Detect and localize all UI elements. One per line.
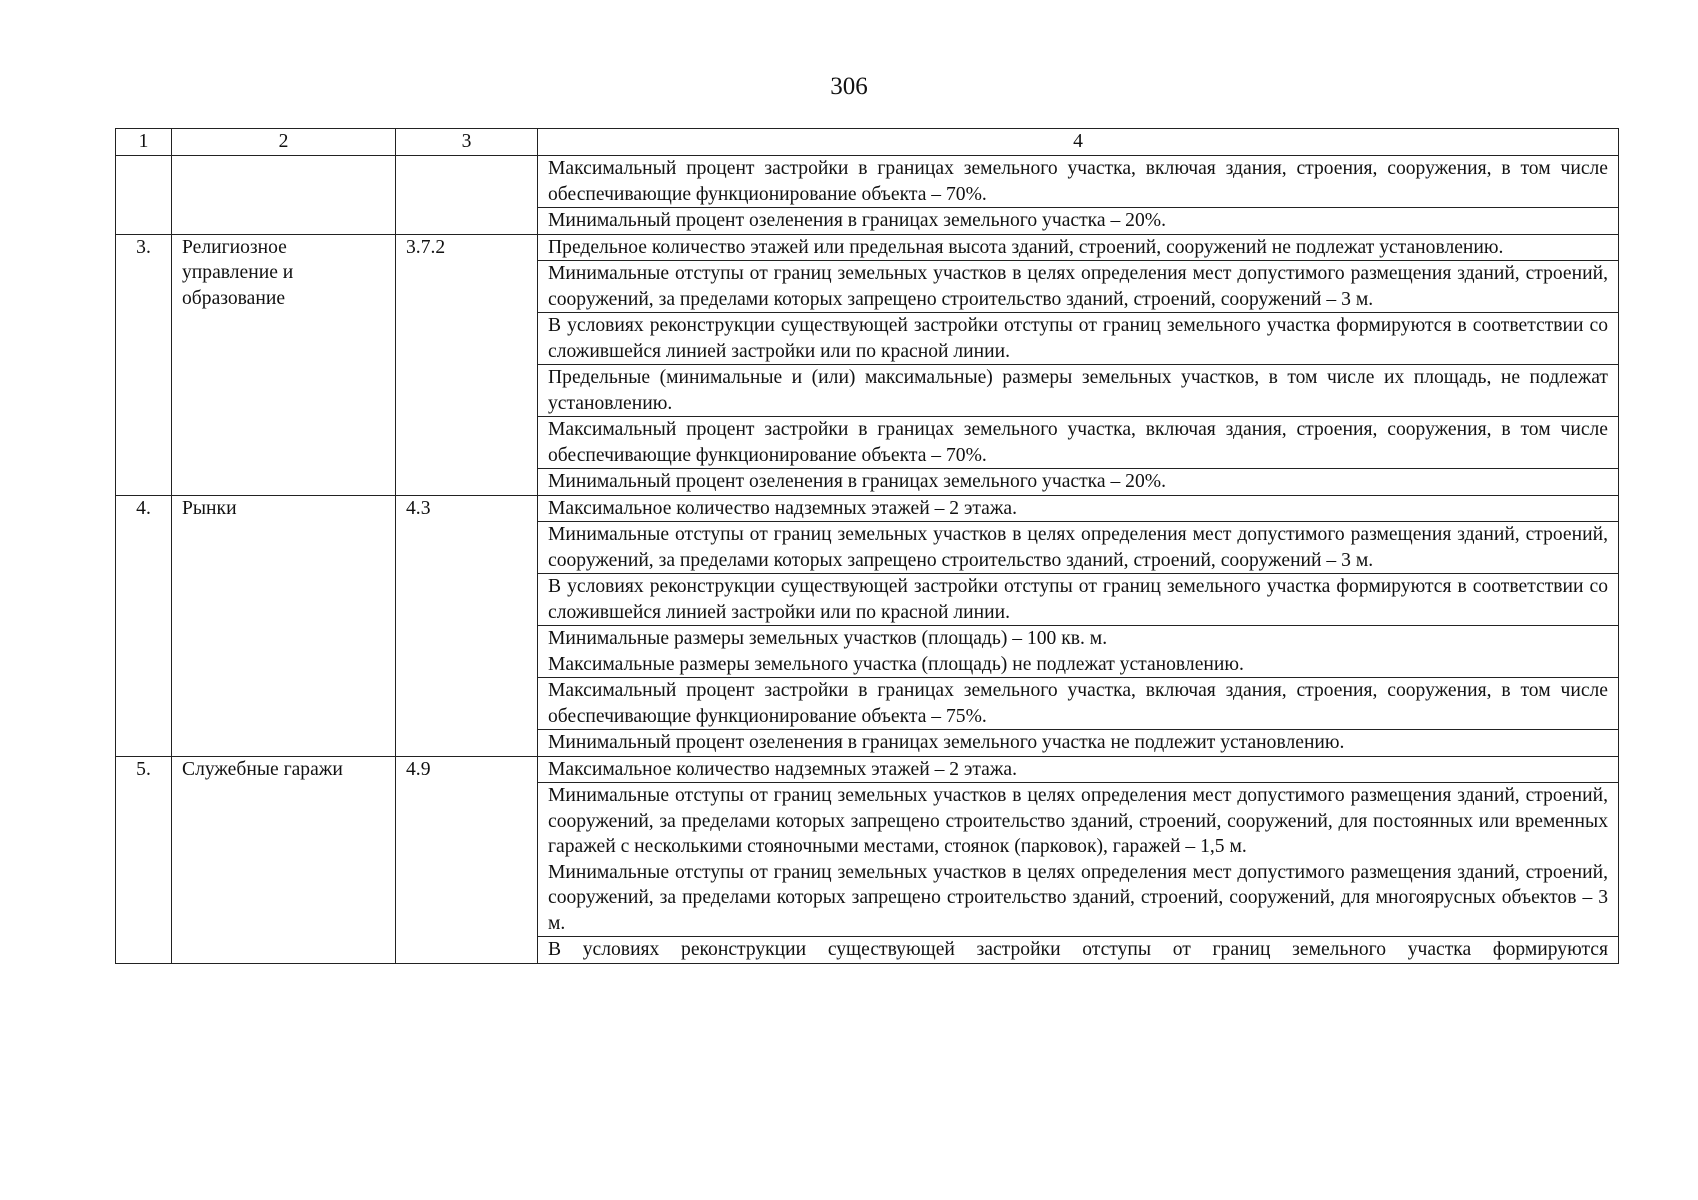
- column-header: 4: [538, 129, 1619, 156]
- use-type-code: 3.7.2: [396, 234, 538, 495]
- page-number: 306: [830, 73, 868, 100]
- parameter-cell: Минимальные отступы от границ земельных участков в целях определения мест допустимого размещения зданий, строений, сооружений, за пределами которых запрещено строительство зданий, строений, сооружений – 3 м.: [538, 522, 1619, 574]
- parameter-cell: Максимальный процент застройки в границах земельного участка, включая здания, строения, сооружения, в том числе обеспечивающие функционирование объекта – 70%.: [538, 156, 1619, 208]
- parameter-cell: В условиях реконструкции существующей застройки отступы от границ земельного участка формируются в соответствии со сложившейся линией застройки или по красной линии.: [538, 574, 1619, 626]
- column-header: 2: [172, 129, 396, 156]
- table-row: [116, 156, 1619, 208]
- table-header-row: [116, 129, 1619, 156]
- table-row: [116, 234, 1619, 261]
- column-header: 3: [396, 129, 538, 156]
- parameter-cell: Максимальное количество надземных этажей – 2 этажа.: [538, 495, 1619, 522]
- column-header: 1: [116, 129, 172, 156]
- use-type-name: Рынки: [172, 495, 396, 756]
- parameter-line: Минимальные размеры земельных участков (площадь) – 100 кв. м.: [548, 628, 1108, 649]
- table-row: [116, 756, 1619, 783]
- parameter-cell: [538, 783, 1619, 937]
- parameter-cell: Минимальный процент озеленения в границах земельного участка не подлежит установлению.: [538, 730, 1619, 757]
- regulations-table: [115, 128, 1619, 964]
- parameter-cell: Максимальный процент застройки в границах земельного участка, включая здания, строения, сооружения, в том числе обеспечивающие функционирование объекта – 75%.: [538, 678, 1619, 730]
- use-type-code: 4.9: [396, 756, 538, 963]
- parameter-cell: Максимальное количество надземных этажей – 2 этажа.: [538, 756, 1619, 783]
- parameter-cell: Минимальный процент озеленения в границах земельного участка – 20%.: [538, 469, 1619, 496]
- parameter-cell: Минимальные отступы от границ земельных участков в целях определения мест допустимого размещения зданий, строений, сооружений, за пределами которых запрещено строительство зданий, строений, сооружений – 3 м.: [538, 261, 1619, 313]
- table-row: [116, 495, 1619, 522]
- parameter-cell: Предельное количество этажей или предельная высота зданий, строений, сооружений не подлежат установлению.: [538, 234, 1619, 261]
- row-number: 4.: [116, 495, 172, 756]
- use-type-name: [172, 156, 396, 235]
- row-number: 5.: [116, 756, 172, 963]
- parameter-cell: [538, 626, 1619, 678]
- use-type-code: 4.3: [396, 495, 538, 756]
- use-type-name: Служебные гаражи: [172, 756, 396, 963]
- use-type-name: Религиозное управление и образование: [172, 234, 396, 495]
- row-number: 3.: [116, 234, 172, 495]
- use-type-code: [396, 156, 538, 235]
- parameter-cell: В условиях реконструкции существующей застройки отступы от границ земельного участка формируются: [538, 937, 1619, 964]
- parameter-line: Минимальные отступы от границ земельных участков в целях определения мест допустимого размещения зданий, строений, сооружений, за пределами которых запрещено строительство зданий, строений, сооружений, для постоянных или временных гаражей с несколькими стояночными местами, стоянок (парковок), гаражей – 1,5 м.: [548, 785, 1608, 857]
- parameter-cell: Предельные (минимальные и (или) максимальные) размеры земельных участков, в том числе их площадь, не подлежат установлению.: [538, 365, 1619, 417]
- parameter-cell: Максимальный процент застройки в границах земельного участка, включая здания, строения, сооружения, в том числе обеспечивающие функционирование объекта – 70%.: [538, 417, 1619, 469]
- parameter-cell: Минимальный процент озеленения в границах земельного участка – 20%.: [538, 208, 1619, 235]
- parameter-line: Максимальные размеры земельного участка (площадь) не подлежат установлению.: [548, 653, 1244, 675]
- parameter-cell: В условиях реконструкции существующей застройки отступы от границ земельного участка формируются в соответствии со сложившейся линией застройки или по красной линии.: [538, 313, 1619, 365]
- parameter-line: Минимальные отступы от границ земельных участков в целях определения мест допустимого размещения зданий, строений, сооружений, за пределами которых запрещено строительство зданий, строений, сооружений, для многоярусных объектов – 3 м.: [548, 861, 1608, 934]
- row-number: [116, 156, 172, 235]
